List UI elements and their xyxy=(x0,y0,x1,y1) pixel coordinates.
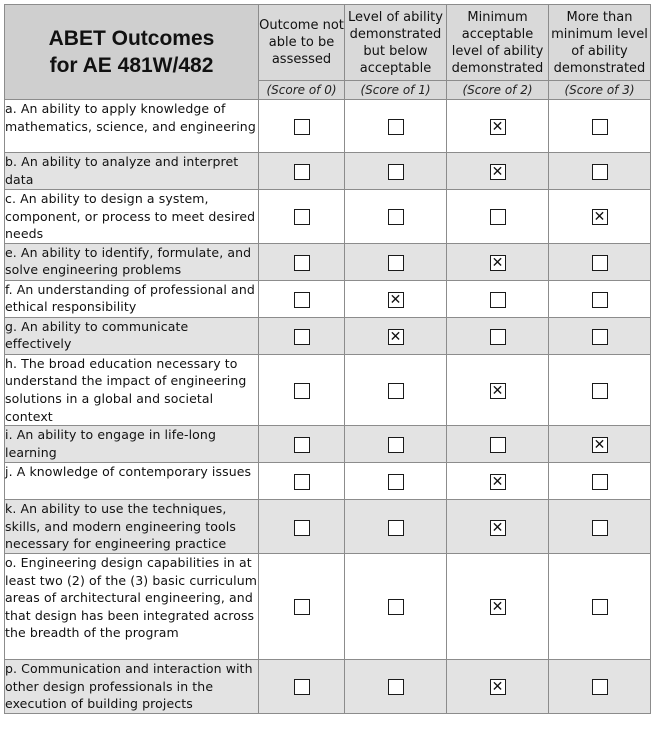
score-cell-0 xyxy=(259,659,345,713)
score-cell-1 xyxy=(345,463,447,500)
score-cell-2 xyxy=(447,500,549,554)
outcome-row xyxy=(5,500,651,554)
checked-x-icon: ✕ xyxy=(491,679,504,696)
score-label-0: (Score of 0) xyxy=(259,81,345,100)
score-cell-3 xyxy=(549,659,651,713)
outcome-row xyxy=(5,553,651,659)
outcome-text: j. A knowledge of contemporary issues xyxy=(5,463,259,500)
checked-x-icon: ✕ xyxy=(389,291,402,308)
score-cell-0 xyxy=(259,553,345,659)
score-label-3: (Score of 3) xyxy=(549,81,651,100)
outcome-row xyxy=(5,354,651,425)
column-header-score-1: Level of ability demonstrated but below acceptable xyxy=(345,5,447,81)
column-header-score-0: Outcome not able to be assessed xyxy=(259,5,345,81)
score-cell-0 xyxy=(259,243,345,280)
outcome-row xyxy=(5,190,651,244)
outcome-row xyxy=(5,153,651,190)
outcome-text: p. Communication and interaction with other design professionals in the execution of building projects xyxy=(5,659,259,713)
checked-x-icon: ✕ xyxy=(491,382,504,399)
score-cell-2 xyxy=(447,659,549,713)
outcome-row xyxy=(5,463,651,500)
score-cell-2 xyxy=(447,153,549,190)
score-cell-0 xyxy=(259,317,345,354)
score-checkbox[interactable] xyxy=(294,329,310,345)
abet-outcomes-table xyxy=(4,4,651,714)
score-label-1: (Score of 1) xyxy=(345,81,447,100)
score-checkbox[interactable] xyxy=(388,474,404,490)
score-cell-2 xyxy=(447,100,549,153)
score-cell-1 xyxy=(345,553,447,659)
score-checkbox[interactable] xyxy=(592,679,608,695)
column-header-score-3: More than minimum level of ability demonstrated xyxy=(549,5,651,81)
checked-x-icon: ✕ xyxy=(389,328,402,345)
score-cell-0 xyxy=(259,463,345,500)
score-checkbox[interactable] xyxy=(490,119,506,135)
score-cell-1 xyxy=(345,659,447,713)
checked-x-icon: ✕ xyxy=(491,474,504,491)
score-checkbox[interactable] xyxy=(388,599,404,615)
score-checkbox[interactable] xyxy=(294,383,310,399)
checked-x-icon: ✕ xyxy=(491,164,504,180)
score-checkbox[interactable] xyxy=(592,599,608,615)
score-checkbox[interactable] xyxy=(490,329,506,345)
outcome-rows xyxy=(5,100,651,714)
outcome-row xyxy=(5,317,651,354)
score-cell-1 xyxy=(345,317,447,354)
score-cell-2 xyxy=(447,317,549,354)
score-checkbox[interactable] xyxy=(592,292,608,308)
score-checkbox[interactable] xyxy=(294,474,310,490)
score-checkbox[interactable] xyxy=(490,209,506,225)
outcome-row xyxy=(5,243,651,280)
score-checkbox[interactable] xyxy=(592,329,608,345)
checked-x-icon: ✕ xyxy=(491,519,504,536)
score-checkbox[interactable] xyxy=(388,679,404,695)
score-cell-3 xyxy=(549,100,651,153)
score-checkbox[interactable] xyxy=(388,255,404,271)
score-checkbox[interactable] xyxy=(592,255,608,271)
outcome-text: c. An ability to design a system, component, or process to meet desired needs xyxy=(5,190,259,244)
score-checkbox[interactable] xyxy=(388,437,404,453)
score-checkbox[interactable] xyxy=(388,383,404,399)
score-checkbox[interactable] xyxy=(388,119,404,135)
score-checkbox[interactable] xyxy=(294,255,310,271)
outcome-text: h. The broad education necessary to understand the impact of engineering solutions in a global and societal context xyxy=(5,354,259,425)
score-cell-3 xyxy=(549,153,651,190)
score-checkbox[interactable] xyxy=(490,599,506,615)
score-checkbox[interactable] xyxy=(490,437,506,453)
score-checkbox[interactable] xyxy=(592,383,608,399)
score-cell-2 xyxy=(447,280,549,317)
checked-x-icon: ✕ xyxy=(593,209,606,226)
table-title-line-2: for AE 481W/482 xyxy=(49,54,214,77)
score-cell-2 xyxy=(447,354,549,425)
checked-x-icon: ✕ xyxy=(491,599,504,616)
score-cell-2 xyxy=(447,190,549,244)
score-cell-0 xyxy=(259,100,345,153)
checked-x-icon: ✕ xyxy=(491,119,504,135)
score-cell-1 xyxy=(345,500,447,554)
outcome-text: k. An ability to use the techniques, skills, and modern engineering tools necessary for engineering practice xyxy=(5,500,259,554)
score-cell-1 xyxy=(345,280,447,317)
score-cell-0 xyxy=(259,153,345,190)
checked-x-icon: ✕ xyxy=(491,254,504,271)
score-cell-0 xyxy=(259,280,345,317)
score-cell-0 xyxy=(259,354,345,425)
score-cell-3 xyxy=(549,354,651,425)
score-cell-2 xyxy=(447,553,549,659)
score-cell-3 xyxy=(549,280,651,317)
score-cell-0 xyxy=(259,500,345,554)
score-cell-3 xyxy=(549,317,651,354)
score-cell-3 xyxy=(549,553,651,659)
score-checkbox[interactable] xyxy=(490,520,506,536)
score-checkbox[interactable] xyxy=(294,292,310,308)
score-cell-0 xyxy=(259,190,345,244)
score-checkbox[interactable] xyxy=(490,679,506,695)
score-cell-1 xyxy=(345,153,447,190)
outcome-row xyxy=(5,426,651,463)
outcome-row xyxy=(5,100,651,153)
score-checkbox[interactable] xyxy=(490,255,506,271)
score-cell-3 xyxy=(549,190,651,244)
score-checkbox[interactable] xyxy=(592,209,608,225)
score-cell-3 xyxy=(549,426,651,463)
score-checkbox[interactable] xyxy=(592,119,608,135)
score-checkbox[interactable] xyxy=(388,209,404,225)
score-label-2: (Score of 2) xyxy=(447,81,549,100)
outcome-text: b. An ability to analyze and interpret data xyxy=(5,153,259,190)
column-header-score-2: Minimum acceptable level of ability demonstrated xyxy=(447,5,549,81)
score-cell-3 xyxy=(549,243,651,280)
score-checkbox[interactable] xyxy=(388,164,404,180)
score-checkbox[interactable] xyxy=(592,164,608,180)
score-checkbox[interactable] xyxy=(294,599,310,615)
outcome-text: e. An ability to identify, formulate, and solve engineering problems xyxy=(5,243,259,280)
score-cell-1 xyxy=(345,354,447,425)
outcome-text: o. Engineering design capabilities in at least two (2) of the (3) basic curriculum areas of architectural engineering, and that design has been integrated across the breadth of the program xyxy=(5,553,259,659)
table-title xyxy=(5,5,259,100)
outcome-text: i. An ability to engage in life-long learning xyxy=(5,426,259,463)
score-cell-2 xyxy=(447,463,549,500)
score-checkbox[interactable] xyxy=(294,164,310,180)
checked-x-icon: ✕ xyxy=(593,437,606,454)
outcome-text: a. An ability to apply knowledge of mathematics, science, and engineering xyxy=(5,100,259,153)
score-checkbox[interactable] xyxy=(592,474,608,490)
score-checkbox[interactable] xyxy=(294,119,310,135)
score-checkbox[interactable] xyxy=(592,437,608,453)
score-checkbox[interactable] xyxy=(294,437,310,453)
score-cell-3 xyxy=(549,463,651,500)
score-cell-1 xyxy=(345,190,447,244)
score-cell-1 xyxy=(345,243,447,280)
outcome-row xyxy=(5,280,651,317)
table-title-line-1: ABET Outcomes xyxy=(48,27,215,50)
score-cell-2 xyxy=(447,243,549,280)
score-cell-3 xyxy=(549,500,651,554)
score-cell-0 xyxy=(259,426,345,463)
score-checkbox[interactable] xyxy=(592,520,608,536)
score-checkbox[interactable] xyxy=(490,474,506,490)
score-cell-1 xyxy=(345,426,447,463)
score-checkbox[interactable] xyxy=(294,679,310,695)
score-checkbox[interactable] xyxy=(388,292,404,308)
score-checkbox[interactable] xyxy=(490,292,506,308)
score-checkbox[interactable] xyxy=(294,520,310,536)
outcome-text: f. An understanding of professional and ethical responsibility xyxy=(5,280,259,317)
score-checkbox[interactable] xyxy=(388,520,404,536)
score-cell-1 xyxy=(345,100,447,153)
outcome-text: g. An ability to communicate effectively xyxy=(5,317,259,354)
score-checkbox[interactable] xyxy=(294,209,310,225)
score-cell-2 xyxy=(447,426,549,463)
score-checkbox[interactable] xyxy=(388,329,404,345)
score-checkbox[interactable] xyxy=(490,383,506,399)
score-checkbox[interactable] xyxy=(490,164,506,180)
outcome-row xyxy=(5,659,651,713)
